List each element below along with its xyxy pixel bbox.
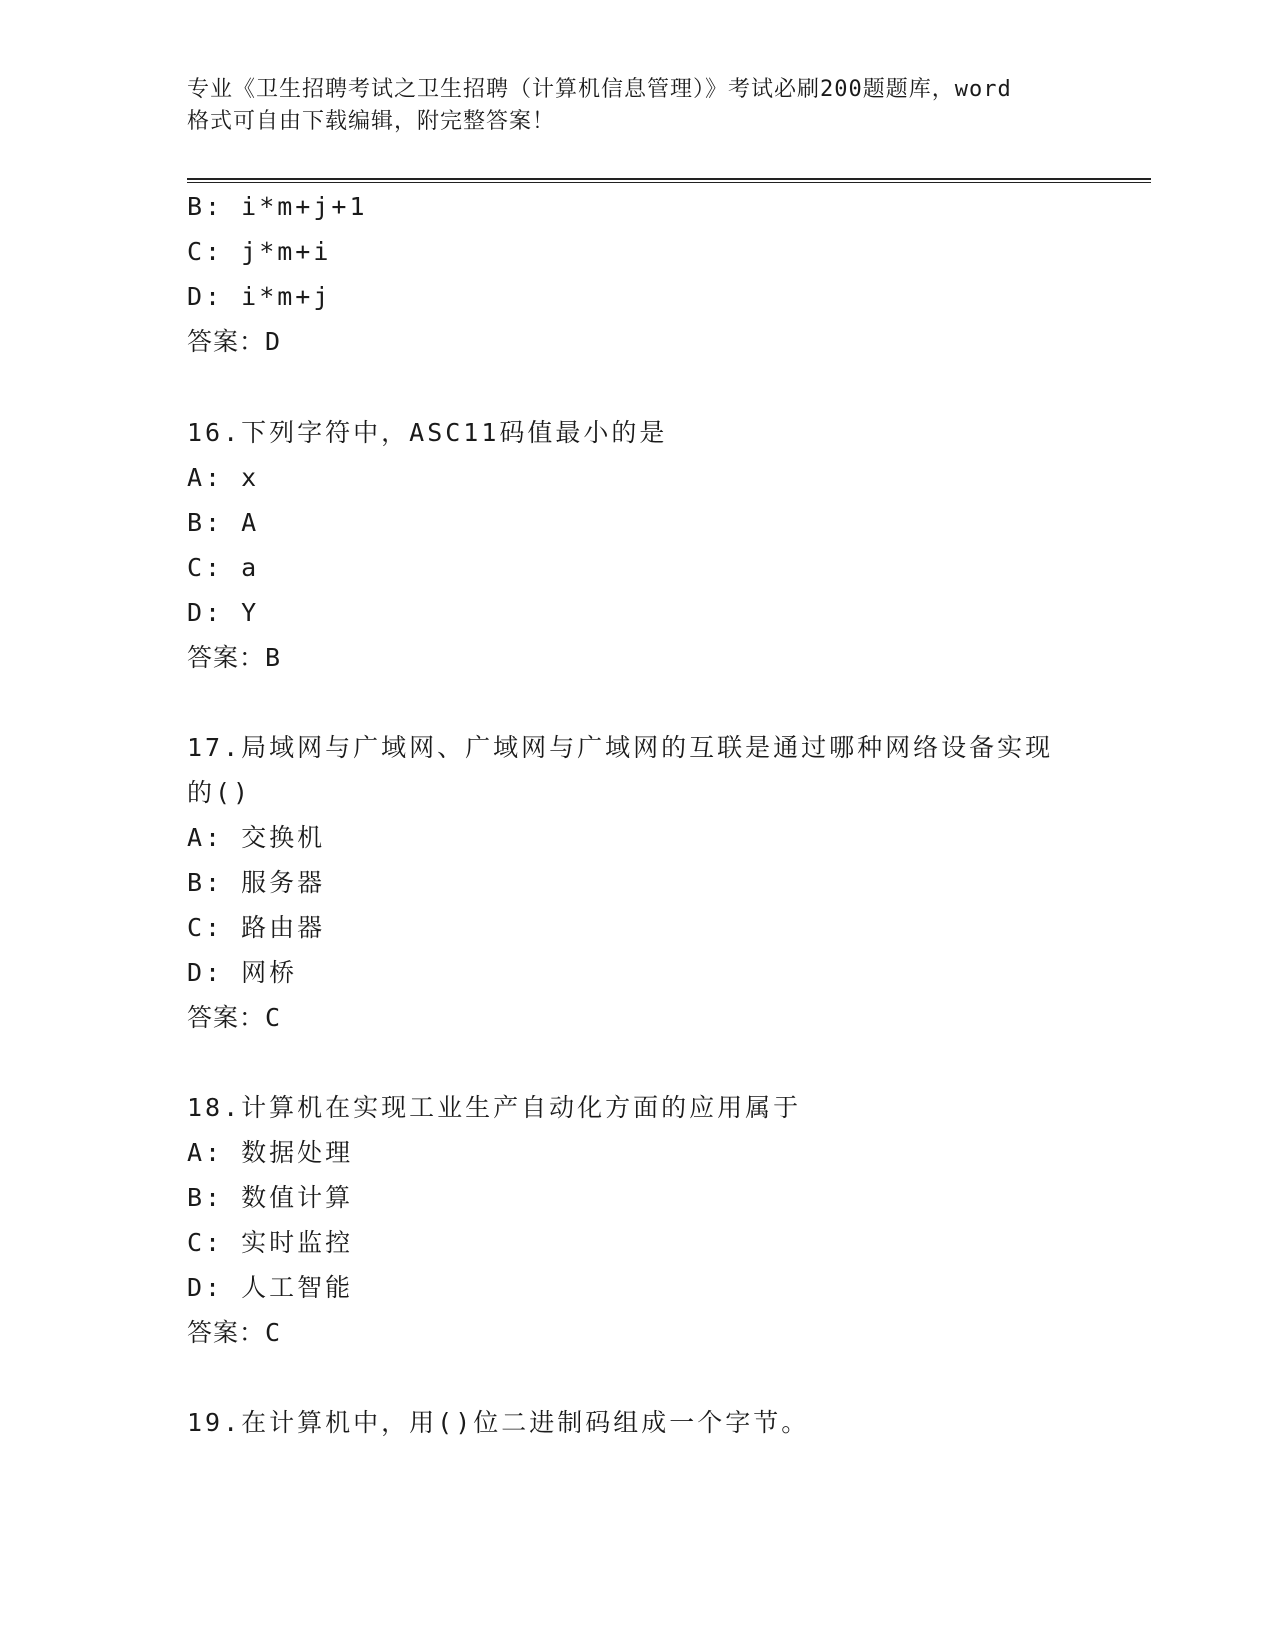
q15-option-b: B: i*m+j+1 bbox=[187, 192, 368, 221]
q16-option-a: A: x bbox=[187, 463, 260, 492]
header-title-line1: 专业《卫生招聘考试之卫生招聘（计算机信息管理）》考试必刷200题题库，word bbox=[187, 77, 1012, 102]
q16-stem: 16.下列字符中，ASC11码值最小的是 bbox=[187, 418, 668, 447]
q17-option-b: B: 服务器 bbox=[187, 868, 326, 897]
q17-option-a: A: 交换机 bbox=[187, 823, 326, 852]
q15-answer: 答案：D bbox=[187, 327, 282, 356]
header-title-line2: 格式可自由下载编辑，附完整答案！ bbox=[187, 109, 556, 134]
q18-option-c: C: 实时监控 bbox=[187, 1228, 354, 1257]
q16-answer: 答案：B bbox=[187, 643, 282, 672]
q17-stem-line2: 的() bbox=[187, 778, 252, 807]
q16-option-d: D: Y bbox=[187, 598, 260, 627]
q15-option-c: C: j*m+i bbox=[187, 237, 332, 266]
q18-answer: 答案：C bbox=[187, 1318, 282, 1347]
q16-option-b: B: A bbox=[187, 508, 260, 537]
document-header bbox=[187, 74, 1087, 138]
q17-option-c: C: 路由器 bbox=[187, 913, 326, 942]
q17-stem-line1: 17.局域网与广域网、广域网与广域网的互联是通过哪种网络设备实现 bbox=[187, 733, 1054, 762]
header-divider-thick bbox=[187, 178, 1151, 180]
q18-option-b: B: 数值计算 bbox=[187, 1183, 354, 1212]
q15-option-d: D: i*m+j bbox=[187, 282, 332, 311]
q18-option-a: A: 数据处理 bbox=[187, 1138, 354, 1167]
q17-answer: 答案：C bbox=[187, 1003, 282, 1032]
q16-option-c: C: a bbox=[187, 553, 260, 582]
q17-option-d: D: 网桥 bbox=[187, 958, 298, 987]
q19-stem: 19.在计算机中，用()位二进制码组成一个字节。 bbox=[187, 1408, 810, 1437]
q18-option-d: D: 人工智能 bbox=[187, 1273, 354, 1302]
header-divider-thin bbox=[187, 182, 1151, 183]
q18-stem: 18.计算机在实现工业生产自动化方面的应用属于 bbox=[187, 1093, 802, 1122]
